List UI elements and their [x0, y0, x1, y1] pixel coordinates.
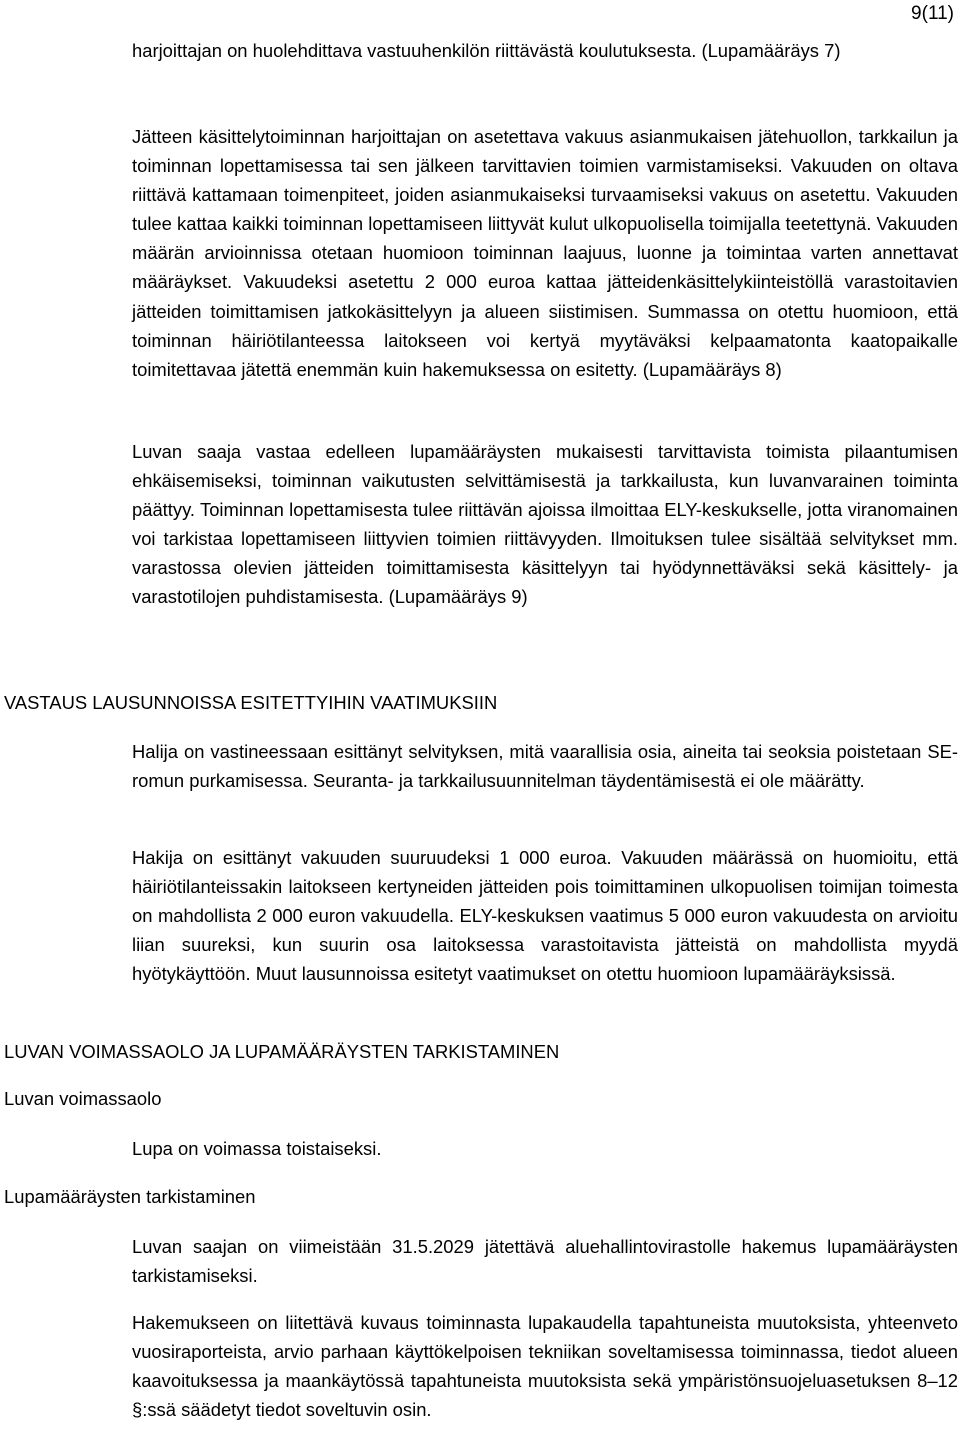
subheading-luvan-voimassaolo: Luvan voimassaolo	[4, 1088, 162, 1109]
paragraph-permit-validity: Lupa on voimassa toistaiseksi.	[132, 1138, 382, 1159]
section-heading-vastaus: VASTAUS LAUSUNNOISSA ESITETTYIHIN VAATIMUKSIIN	[4, 692, 498, 713]
paragraph-response-deposit: Hakija on esittänyt vakuuden suuruudeksi 1 000 euroa. Vakuuden määrässä on huomioitu, että häiriötilanteissakin laitokseen kertyneiden jätteiden pois toimittaminen ulkopuolisen toimijan toimesta on mahdollista 2 000 euron vakuudella. ELY-keskuksen vaatimus 5 000 euron vakuudesta on arvioitu liian suureksi, kun suurin osa laitoksessa varastoitavista jätteistä on mahdollista myydä hyötykäyttöön. Muut lausunnoissa esitetyt vaatimukset on otettu huomioon lupamääräyksissä.	[132, 847, 958, 985]
paragraph-operation-termination: Luvan saaja vastaa edelleen lupamääräysten mukaisesti tarvittavista toimista pilaantumisen ehkäisemiseksi, toiminnan vaikutusten selvittämisestä ja tarkkailusta, kun luvanvarainen toiminta päättyy. Toiminnan lopettamisesta tulee riittävän ajoissa ilmoittaa ELY-keskukselle, jotta viranomainen voi tarkistaa lopettamiseen liittyvien toimien riittävyyden. Ilmoituksen tulee sisältää selvitykset mm. varastossa olevien jätteiden toimittamisesta käsittelyyn tai hyödynnettäväksi sekä käsittely- ja varastotilojen puhdistamisesta. (Lupamääräys 9)	[132, 441, 958, 608]
subheading-lupamaaraysten-tarkistaminen: Lupamääräysten tarkistaminen	[4, 1186, 256, 1207]
paragraph-response-halija: Halija on vastineessaan esittänyt selvityksen, mitä vaarallisia osia, aineita tai seoksia poistetaan SE-romun purkamisessa. Seuranta- ja tarkkailusuunnitelman täydentämisestä ei ole määrätty.	[132, 741, 958, 792]
section-heading-voimassaolo: LUVAN VOIMASSAOLO JA LUPAMÄÄRÄYSTEN TARKISTAMINEN	[4, 1041, 560, 1062]
paragraph-staff-training: harjoittajan on huolehdittava vastuuhenkilön riittävästä koulutuksesta. (Lupamääräys 7)	[132, 40, 841, 61]
page-number: 9(11)	[911, 3, 954, 24]
paragraph-security-deposit: Jätteen käsittelytoiminnan harjoittajan on asetettava vakuus asianmukaisen jätehuollon, tarkkailun ja toiminnan lopettamisessa tai sen jälkeen tarvittavien toimien varmistamiseksi. Vakuuden on oltava riittävä kattamaan toimenpiteet, joiden asianmukaiseksi turvaamiseksi vakuus on asetettu. Vakuuden tulee kattaa kaikki toiminnan lopettamiseen liittyvät kulut ulkopuolisella toimijalla teetettynä. Vakuuden määrän arvioinnissa otetaan huomioon toiminnan laajuus, luonne ja toimintaa varten annettavat määräykset. Vakuudeksi asetettu 2 000 euroa kattaa jätteidenkäsittelykiinteistöllä varastoitavien jätteiden toimittamisen jatkokäsittelyyn ja alueen siistimisen. Summassa on otettu huomioon, että toiminnan häiriötilanteessa laitokseen voi kertyä myytäväksi kelpaamatonta kaatopaikalle toimitettavaa jätettä enemmän kuin hakemuksessa on esitetty. (Lupamääräys 8)	[132, 126, 958, 380]
paragraph-review-application: Luvan saajan on viimeistään 31.5.2029 jätettävä aluehallintovirastolle hakemus lupamääräysten tarkistamiseksi.	[132, 1236, 958, 1287]
paragraph-application-contents: Hakemukseen on liitettävä kuvaus toiminnasta lupakaudella tapahtuneista muutoksista, yhteenveto vuosiraporteista, arvio parhaan käyttökelpoisen tekniikan soveltamisessa toiminnassa, tiedot alueen kaavoituksessa ja maankäytössä tapahtuneista muutoksista sekä ympäristönsuojeluasetuksen 8–12 §:ssä säädetyt tiedot soveltuvin osin.	[132, 1312, 958, 1421]
